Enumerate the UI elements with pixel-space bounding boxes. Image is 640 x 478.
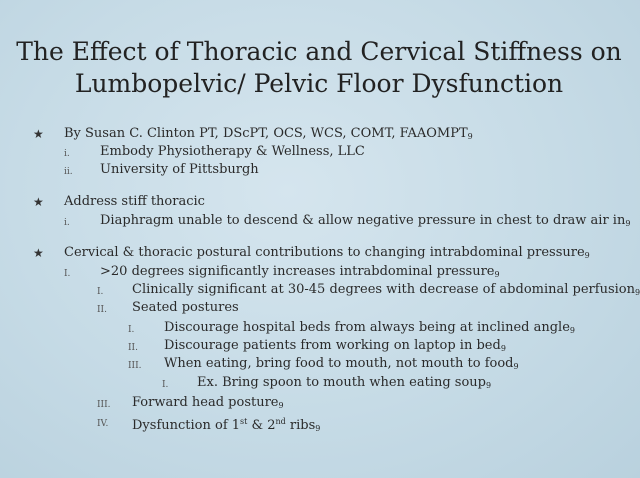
title-line-1: The Effect of Thoracic and Cervical Stiffness on (16, 37, 622, 66)
bullet-3-level-2-a-text: Clinically significant at 30-45 degrees with decrease of abdominal perfusion (132, 282, 635, 297)
list-marker: III. (97, 400, 111, 410)
list-marker: ii. (64, 167, 73, 177)
citation-ref: 9 (485, 381, 492, 390)
list-marker: II. (128, 343, 138, 353)
bullet-2-sub-1-text: Diaphragm unable to descend & allow negative pressure in chest to draw air in (100, 213, 626, 228)
citation-ref: 9 (634, 288, 640, 297)
list-marker: i. (64, 149, 70, 159)
bullet-3-level-2-b-text: Seated postures (132, 300, 239, 315)
star-bullet-icon: ★ (33, 246, 44, 260)
bullet-3-text: Cervical & thoracic postural contributions to changing intrabdominal pressure (64, 245, 585, 260)
list-marker: III. (128, 361, 142, 371)
citation-ref: 9 (467, 132, 473, 141)
bullet-3-level-4-a-text: Ex. Bring spoon to mouth when eating soup (197, 375, 486, 390)
bullet-3-level-3-c-text: When eating, bring food to mouth, not mouth to food (164, 356, 514, 371)
bullet-1-sub-2-text: University of Pittsburgh (100, 162, 259, 177)
citation-ref: 9 (625, 219, 631, 228)
citation-ref: 9 (569, 326, 575, 335)
star-bullet-icon: ★ (33, 127, 44, 141)
bullet-1-text: By Susan C. Clinton PT, DScPT, OCS, WCS, COMT, FAAOMPT (64, 126, 468, 141)
title-line-2: Lumbopelvic/ Pelvic Floor Dysfunction (74, 69, 564, 98)
bullet-3-level-2-d-text: Dysfunction of 1st & 2nd ribs$_9$ (132, 417, 321, 433)
list-marker: I. (162, 380, 169, 390)
list-marker: II. (97, 305, 107, 315)
bullet-3-level-1-text: >20 degrees significantly increases intrabdominal pressure (100, 264, 495, 279)
list-marker: I. (128, 325, 135, 335)
citation-ref: 9 (278, 401, 284, 410)
citation-ref: 9 (315, 424, 321, 433)
list-marker: i. (64, 218, 70, 228)
citation-ref: 9 (500, 344, 506, 353)
bullet-1-sub-1-text: Embody Physiotherapy & Wellness, LLC (100, 144, 365, 159)
citation-ref: 9 (513, 362, 519, 371)
bullet-3-level-3-b-text: Discourage patients from working on laptop in bed (164, 338, 501, 353)
list-marker: IV. (97, 419, 109, 429)
bullet-3-level-2-c-text: Forward head posture (132, 395, 279, 410)
star-bullet-icon: ★ (33, 195, 44, 209)
bullet-3-level-3-a-text: Discourage hospital beds from always being at inclined angle (164, 320, 570, 335)
slide-title (0, 36, 638, 100)
citation-ref: 9 (584, 251, 590, 260)
list-marker: I. (64, 269, 71, 279)
list-marker: I. (97, 287, 104, 297)
citation-ref: 9 (494, 270, 500, 279)
bullet-2-text: Address stiff thoracic (64, 194, 205, 209)
